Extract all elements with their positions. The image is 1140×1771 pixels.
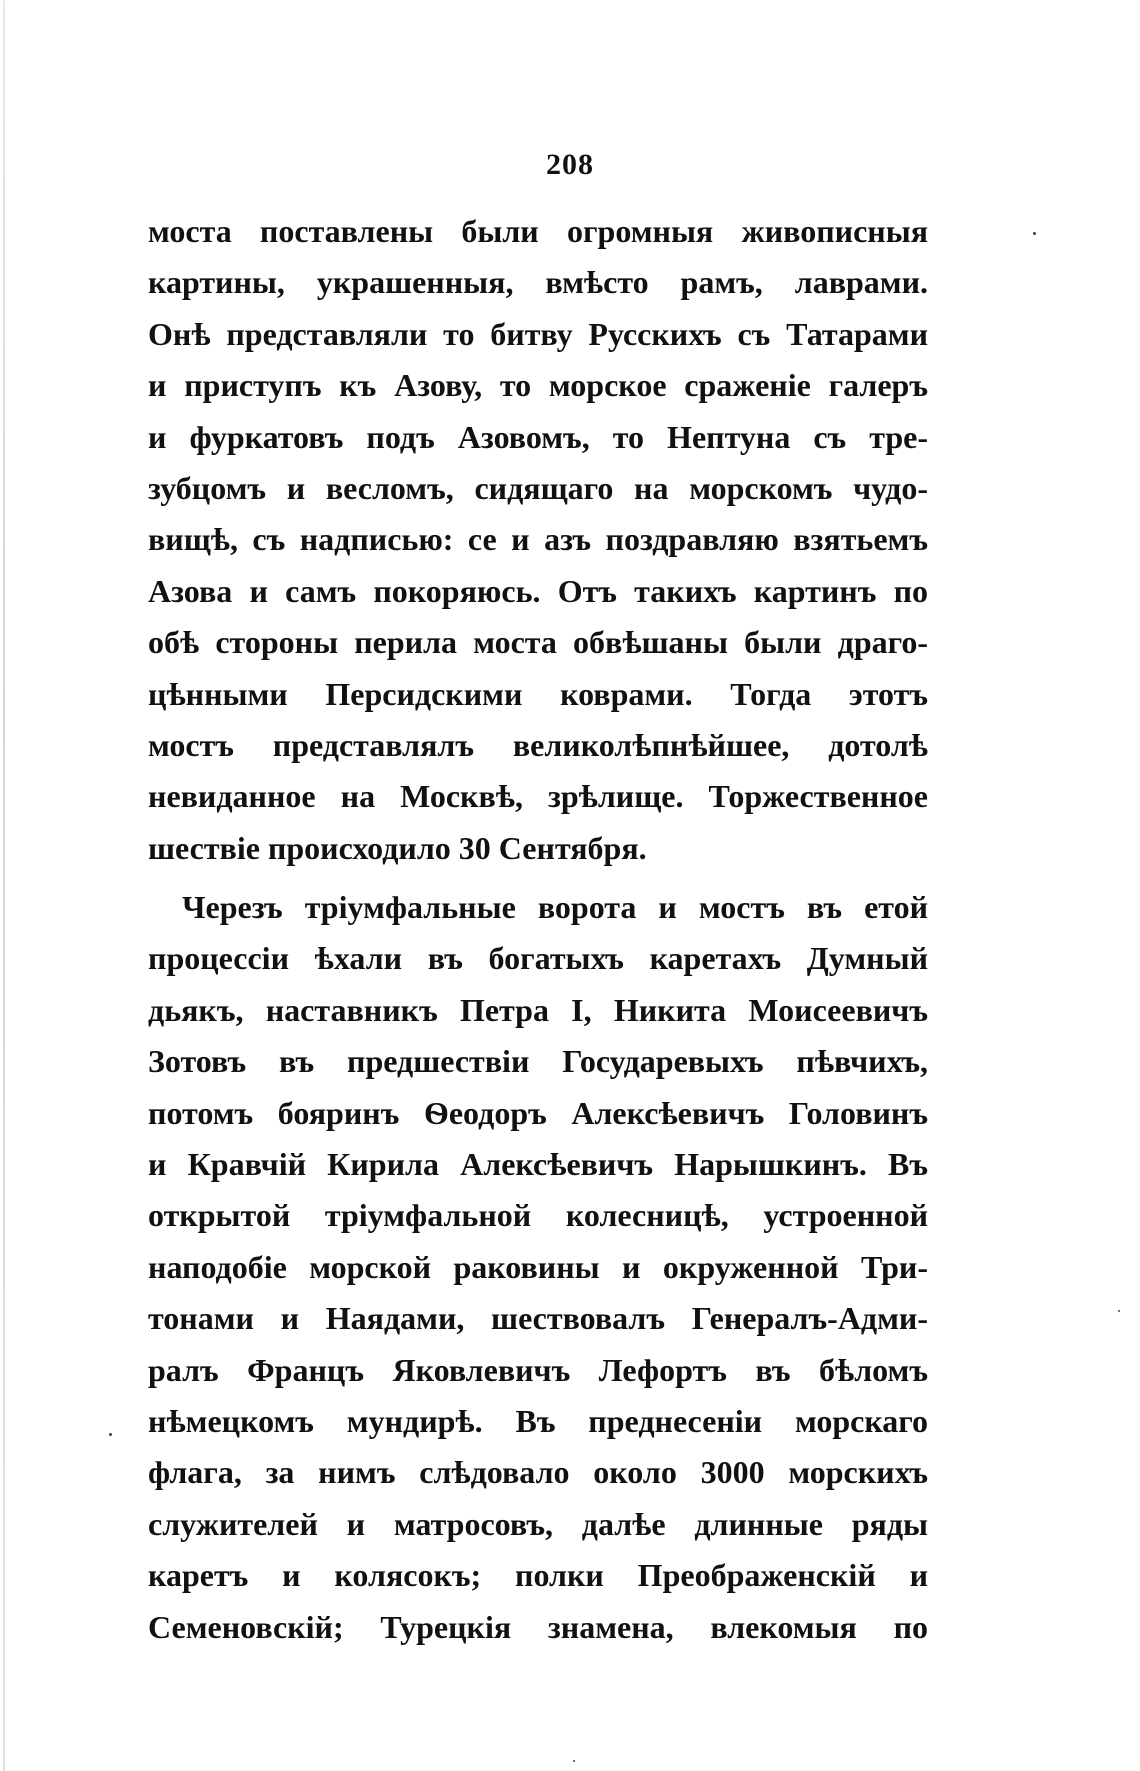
text-line: нѣмецкомъ мундирѣ. Въ преднесеніи морскаго xyxy=(148,1402,928,1439)
page-number: 208 xyxy=(546,148,594,181)
text-line: цѣнными Персидскими коврами. Тогда этотъ xyxy=(148,675,928,712)
text-line: открытой тріумфальной колесницѣ, устроенной xyxy=(148,1197,928,1234)
text-line: обѣ стороны перила моста обвѣшаны были драго- xyxy=(148,624,928,661)
text-line: Азова и самъ покоряюсь. Отъ такихъ картинъ по xyxy=(148,572,928,609)
text-line: и приступъ къ Азову, то морское сраженіе галеръ xyxy=(148,367,928,404)
text-line: потомъ бояринъ Ѳеодоръ Алексѣевичъ Головинъ xyxy=(148,1094,928,1131)
text-line: Зотовъ въ предшествіи Государевыхъ пѣвчихъ, xyxy=(148,1043,928,1080)
paragraph-1 xyxy=(148,206,928,874)
text-line: мостъ представлялъ великолѣпнѣйшее, дотолѣ xyxy=(148,726,928,763)
text-line: Черезъ тріумфальные ворота и мостъ въ етой xyxy=(182,889,928,926)
text-line: невиданное на Москвѣ, зрѣлище. Торжественное xyxy=(148,778,928,815)
body-text xyxy=(148,206,928,1653)
text-line: шествіе происходило 30 Сентября. xyxy=(148,829,647,866)
text-line: картины, украшенныя, вмѣсто рамъ, лаврами. xyxy=(148,264,928,301)
text-line: процессіи ѣхали въ богатыхъ каретахъ Думный xyxy=(148,940,928,977)
text-line: служителей и матросовъ, далѣе длинные ряды xyxy=(148,1505,928,1542)
text-line: ралъ Францъ Яковлевичъ Лефортъ въ бѣломъ xyxy=(148,1351,928,1388)
ink-speck xyxy=(1118,1310,1120,1312)
paragraph-2 xyxy=(148,882,928,1653)
text-line: вищѣ, съ надписью: се и азъ поздравляю взятьемъ xyxy=(148,521,928,558)
text-line: моста поставлены были огромныя живописныя xyxy=(148,213,928,249)
text-line: дьякъ, наставникъ Петра I, Никита Моисеевичъ xyxy=(148,991,928,1028)
text-line: наподобіе морской раковины и окруженной Три- xyxy=(148,1248,928,1285)
text-line: и Кравчій Кирила Алексѣевичъ Нарышкинъ. Въ xyxy=(148,1146,928,1183)
text-line: и фуркатовъ подъ Азовомъ, то Нептуна съ тре- xyxy=(148,418,928,455)
text-line: каретъ и колясокъ; полки Преображенскій и xyxy=(148,1557,928,1594)
text-line: Семеновскій; Турецкія знамена, влекомыя по xyxy=(148,1608,928,1645)
text-line: Онѣ представляли то битву Русскихъ съ Татарами xyxy=(148,315,928,352)
ink-speck xyxy=(573,1760,575,1762)
text-line: зубцомъ и весломъ, сидящаго на морскомъ чудо- xyxy=(148,469,928,506)
text-line: тонами и Наядами, шествовалъ Генералъ-Адми- xyxy=(148,1300,928,1337)
ink-speck xyxy=(109,1433,112,1436)
page-edge xyxy=(3,0,5,1771)
ink-speck xyxy=(1033,232,1036,235)
paragraph-gap xyxy=(148,874,928,882)
text-line: флага, за нимъ слѣдовало около 3000 морскихъ xyxy=(148,1454,928,1491)
